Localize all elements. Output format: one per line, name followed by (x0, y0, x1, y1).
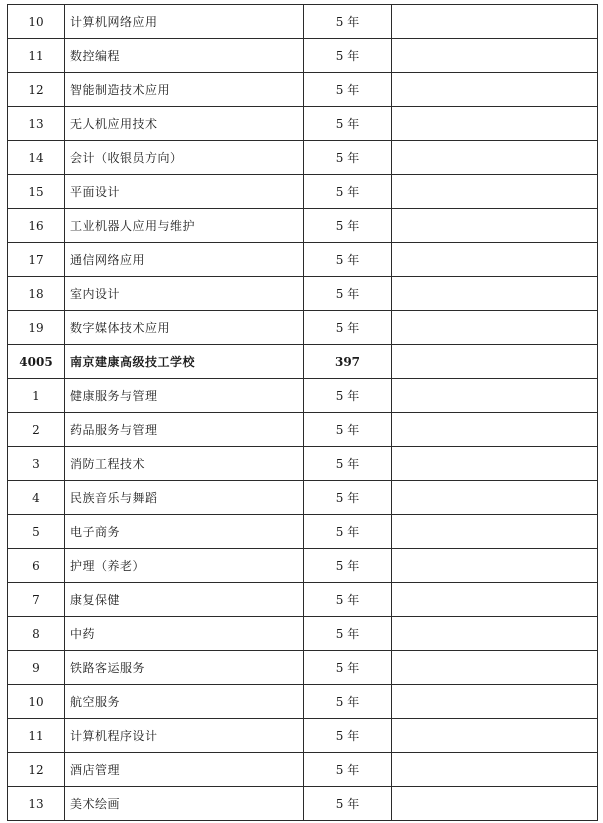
note-cell (392, 311, 598, 345)
table-row (8, 617, 598, 651)
note-cell (392, 107, 598, 141)
study-duration: 5 年 (304, 243, 392, 277)
note-cell (392, 277, 598, 311)
study-duration: 5 年 (304, 685, 392, 719)
study-duration: 5 年 (304, 447, 392, 481)
study-duration: 5 年 (304, 583, 392, 617)
table-row (8, 311, 598, 345)
enrollment-table (7, 4, 598, 821)
table-row (8, 447, 598, 481)
note-cell (392, 583, 598, 617)
major-name: 工业机器人应用与维护 (65, 209, 304, 243)
row-number: 11 (8, 39, 65, 73)
table-row (8, 651, 598, 685)
table-row (8, 481, 598, 515)
major-name: 酒店管理 (65, 753, 304, 787)
major-name: 无人机应用技术 (65, 107, 304, 141)
major-name: 平面设计 (65, 175, 304, 209)
note-cell (392, 209, 598, 243)
major-name: 计算机程序设计 (65, 719, 304, 753)
school-total: 397 (304, 345, 392, 379)
major-name: 美术绘画 (65, 787, 304, 821)
major-name: 电子商务 (65, 515, 304, 549)
row-number: 11 (8, 719, 65, 753)
major-name: 健康服务与管理 (65, 379, 304, 413)
table-row (8, 753, 598, 787)
row-number: 13 (8, 787, 65, 821)
study-duration: 5 年 (304, 719, 392, 753)
note-cell (392, 753, 598, 787)
table-row (8, 719, 598, 753)
study-duration: 5 年 (304, 175, 392, 209)
study-duration: 5 年 (304, 787, 392, 821)
major-name: 计算机网络应用 (65, 5, 304, 39)
major-name: 智能制造技术应用 (65, 73, 304, 107)
school-code: 4005 (8, 345, 65, 379)
note-cell (392, 243, 598, 277)
table-row (8, 379, 598, 413)
study-duration: 5 年 (304, 515, 392, 549)
study-duration: 5 年 (304, 39, 392, 73)
table-row (8, 107, 598, 141)
row-number: 13 (8, 107, 65, 141)
major-name: 药品服务与管理 (65, 413, 304, 447)
table-row (8, 73, 598, 107)
major-name: 室内设计 (65, 277, 304, 311)
table-row (8, 209, 598, 243)
major-name: 消防工程技术 (65, 447, 304, 481)
note-cell (392, 549, 598, 583)
table-body (8, 5, 598, 821)
study-duration: 5 年 (304, 413, 392, 447)
major-name: 航空服务 (65, 685, 304, 719)
note-cell (392, 73, 598, 107)
study-duration: 5 年 (304, 549, 392, 583)
major-name: 中药 (65, 617, 304, 651)
row-number: 10 (8, 5, 65, 39)
row-number: 14 (8, 141, 65, 175)
table-row (8, 39, 598, 73)
major-name: 护理（养老） (65, 549, 304, 583)
major-name: 数字媒体技术应用 (65, 311, 304, 345)
row-number: 6 (8, 549, 65, 583)
note-cell (392, 413, 598, 447)
school-row (8, 345, 598, 379)
study-duration: 5 年 (304, 753, 392, 787)
note-cell (392, 39, 598, 73)
study-duration: 5 年 (304, 209, 392, 243)
school-name: 南京建康高级技工学校 (65, 345, 304, 379)
row-number: 12 (8, 753, 65, 787)
row-number: 12 (8, 73, 65, 107)
major-name: 数控编程 (65, 39, 304, 73)
row-number: 16 (8, 209, 65, 243)
major-name: 康复保健 (65, 583, 304, 617)
study-duration: 5 年 (304, 5, 392, 39)
note-cell (392, 141, 598, 175)
row-number: 5 (8, 515, 65, 549)
row-number: 18 (8, 277, 65, 311)
note-cell (392, 719, 598, 753)
note-cell (392, 175, 598, 209)
note-cell (392, 787, 598, 821)
row-number: 7 (8, 583, 65, 617)
note-cell (392, 481, 598, 515)
study-duration: 5 年 (304, 617, 392, 651)
table-row (8, 413, 598, 447)
study-duration: 5 年 (304, 379, 392, 413)
table-row (8, 277, 598, 311)
table-row (8, 583, 598, 617)
note-cell (392, 515, 598, 549)
row-number: 2 (8, 413, 65, 447)
table-row (8, 515, 598, 549)
row-number: 8 (8, 617, 65, 651)
row-number: 1 (8, 379, 65, 413)
table-row (8, 141, 598, 175)
table-row (8, 5, 598, 39)
table-row (8, 787, 598, 821)
study-duration: 5 年 (304, 277, 392, 311)
study-duration: 5 年 (304, 107, 392, 141)
row-number: 19 (8, 311, 65, 345)
table-row (8, 243, 598, 277)
major-name: 通信网络应用 (65, 243, 304, 277)
table-row (8, 549, 598, 583)
major-name: 铁路客运服务 (65, 651, 304, 685)
row-number: 10 (8, 685, 65, 719)
note-cell (392, 651, 598, 685)
note-cell (392, 379, 598, 413)
row-number: 17 (8, 243, 65, 277)
table-row (8, 685, 598, 719)
row-number: 4 (8, 481, 65, 515)
note-cell (392, 617, 598, 651)
row-number: 3 (8, 447, 65, 481)
row-number: 9 (8, 651, 65, 685)
note-cell (392, 447, 598, 481)
study-duration: 5 年 (304, 311, 392, 345)
major-name: 民族音乐与舞蹈 (65, 481, 304, 515)
table-row (8, 175, 598, 209)
note-cell (392, 5, 598, 39)
note-cell (392, 345, 598, 379)
note-cell (392, 685, 598, 719)
study-duration: 5 年 (304, 141, 392, 175)
study-duration: 5 年 (304, 73, 392, 107)
study-duration: 5 年 (304, 651, 392, 685)
study-duration: 5 年 (304, 481, 392, 515)
row-number: 15 (8, 175, 65, 209)
major-name: 会计（收银员方向） (65, 141, 304, 175)
